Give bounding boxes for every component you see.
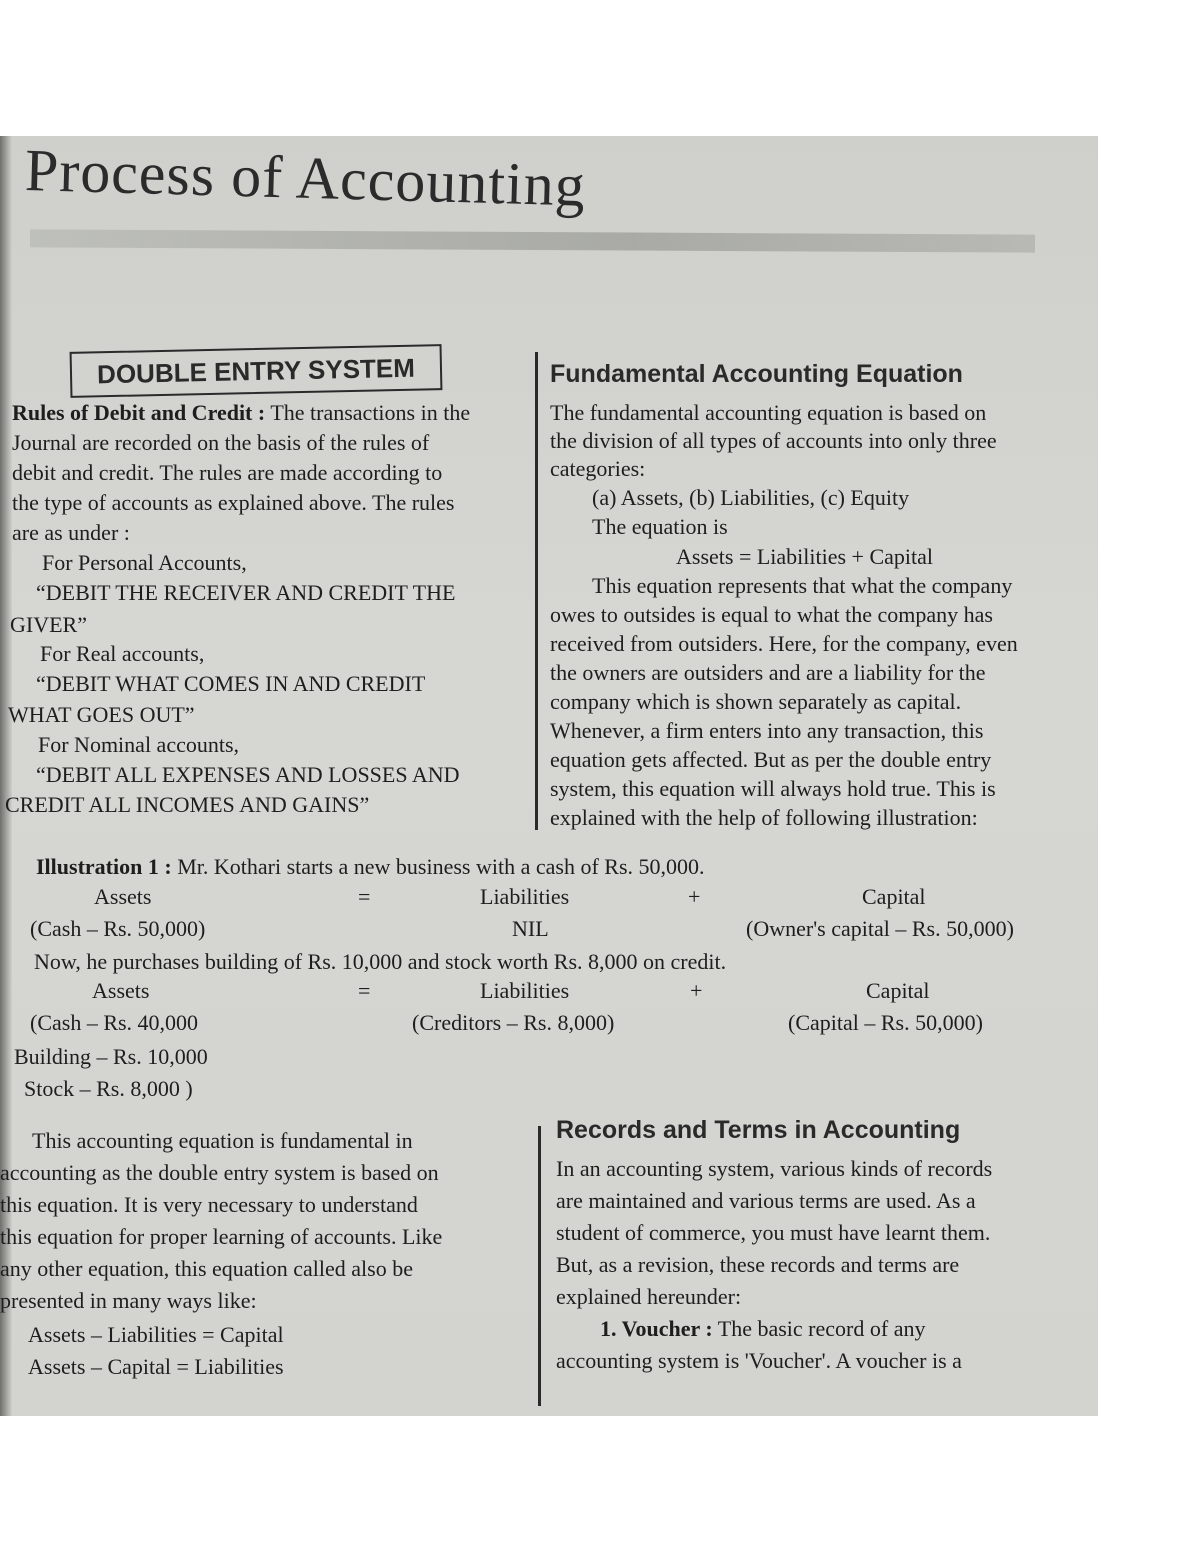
records-line-4: But, as a revision, these records and terms are: [556, 1252, 960, 1277]
voucher-label: 1. Voucher :: [600, 1316, 713, 1341]
column-divider-bottom: [538, 1126, 541, 1406]
personal-rule-line-1: “DEBIT THE RECEIVER AND CREDIT THE: [36, 580, 456, 605]
records-line-1: In an accounting system, various kinds of records: [556, 1156, 993, 1181]
rules-line-1: Rules of Debit and Credit : The transactions in the: [12, 400, 471, 425]
explanation-line-1: This equation represents that what the company: [592, 573, 1013, 598]
rules-line-3: debit and credit. The rules are made according to: [12, 460, 443, 485]
illustration-line: Illustration 1 : Mr. Kothari starts a new business with a cash of Rs. 50,000.: [36, 854, 705, 879]
nominal-rule-line-2: CREDIT ALL INCOMES AND GAINS”: [5, 792, 370, 817]
equation-forms-line-6: presented in many ways like:: [0, 1288, 257, 1313]
equation-intro: The equation is: [592, 514, 728, 539]
equation-forms-line-5: any other equation, this equation called also be: [0, 1256, 413, 1281]
explanation-line-4: the owners are outsiders and are a liability for the: [550, 660, 986, 685]
table1-capital-value: (Owner's capital – Rs. 50,000): [746, 916, 1014, 941]
fundamental-equation-heading: Fundamental Accounting Equation: [550, 360, 963, 388]
equation-intro-line-1: The fundamental accounting equation is based on: [550, 400, 987, 425]
table2-capital-header: Capital: [866, 978, 930, 1003]
personal-rule-line-2: GIVER”: [10, 612, 87, 637]
records-line-3: student of commerce, you must have learnt them.: [556, 1220, 991, 1245]
nominal-accounts-intro: For Nominal accounts,: [38, 732, 240, 757]
equation-forms-line-1: This accounting equation is fundamental in: [32, 1128, 413, 1153]
explanation-line-2: owes to outsides is equal to what the company has: [550, 602, 993, 627]
table2-assets-header: Assets: [92, 978, 150, 1003]
account-categories: (a) Assets, (b) Liabilities, (c) Equity: [592, 485, 910, 510]
table2-assets-cash: (Cash – Rs. 40,000: [30, 1010, 199, 1035]
column-divider-top: [535, 352, 538, 830]
chapter-title: Process of Accounting: [24, 136, 587, 219]
records-line-2: are maintained and various terms are used. As a: [556, 1188, 976, 1213]
explanation-line-5: company which is shown separately as capital.: [550, 689, 962, 714]
equation-intro-line-2: the division of all types of accounts into only three: [550, 428, 997, 453]
real-rule-line-2: WHAT GOES OUT”: [8, 702, 195, 727]
voucher-line-2: accounting system is 'Voucher'. A voucher is a: [556, 1348, 962, 1373]
rules-line-5: are as under :: [12, 520, 130, 545]
table1-assets-header: Assets: [94, 884, 152, 909]
book-page: [0, 136, 1098, 1416]
table2-assets-building: Building – Rs. 10,000: [14, 1044, 208, 1069]
real-accounts-intro: For Real accounts,: [40, 641, 205, 666]
illustration-label: Illustration 1 :: [36, 854, 172, 879]
table2-liabilities-header: Liabilities: [480, 978, 570, 1003]
equation-form-2: Assets – Capital = Liabilities: [28, 1354, 284, 1379]
table1-plus: +: [688, 884, 701, 909]
table1-capital-header: Capital: [862, 884, 926, 909]
table1-assets-value: (Cash – Rs. 50,000): [30, 916, 206, 941]
table2-capital-value: (Capital – Rs. 50,000): [788, 1010, 983, 1035]
table1-liabilities-value: NIL: [512, 916, 549, 941]
table1-value-row: [0, 916, 1098, 946]
table2-value-row: [0, 1010, 1098, 1040]
table2-liabilities-value: (Creditors – Rs. 8,000): [412, 1010, 615, 1035]
title-underline: [30, 229, 1035, 252]
explanation-line-9: explained with the help of following illustration:: [550, 805, 978, 830]
nominal-rule-line-1: “DEBIT ALL EXPENSES AND LOSSES AND: [36, 762, 460, 787]
records-line-5: explained hereunder:: [556, 1284, 742, 1309]
table1-header-row: [0, 884, 1098, 914]
equation-forms-line-2: accounting as the double entry system is based on: [0, 1160, 439, 1185]
records-terms-heading: Records and Terms in Accounting: [556, 1116, 961, 1144]
table2-plus: +: [690, 978, 703, 1003]
table1-liabilities-header: Liabilities: [480, 884, 570, 909]
table2-header-row: [0, 978, 1098, 1008]
rules-line-2: Journal are recorded on the basis of the rules of: [12, 430, 430, 455]
voucher-line-1: 1. Voucher : The basic record of any: [600, 1316, 926, 1341]
real-rule-line-1: “DEBIT WHAT COMES IN AND CREDIT: [36, 671, 426, 696]
explanation-line-8: system, this equation will always hold true. This is: [550, 776, 996, 801]
table2-equals: =: [358, 978, 371, 1003]
basic-equation: Assets = Liabilities + Capital: [676, 544, 934, 569]
equation-forms-line-3: this equation. It is very necessary to understand: [0, 1192, 418, 1217]
rules-label: Rules of Debit and Credit :: [12, 400, 266, 425]
purchase-statement: Now, he purchases building of Rs. 10,000 and stock worth Rs. 8,000 on credit.: [34, 949, 727, 974]
equation-intro-line-3: categories:: [550, 456, 646, 481]
equation-forms-line-4: this equation for proper learning of accounts. Like: [0, 1224, 443, 1249]
equation-form-1: Assets – Liabilities = Capital: [28, 1322, 284, 1347]
personal-accounts-intro: For Personal Accounts,: [42, 550, 247, 575]
double-entry-heading-box: DOUBLE ENTRY SYSTEM: [70, 344, 443, 398]
table1-equals: =: [358, 884, 371, 909]
table2-assets-stock: Stock – Rs. 8,000 ): [24, 1076, 193, 1101]
explanation-line-3: received from outsiders. Here, for the company, even: [550, 631, 1018, 656]
rules-line-4: the type of accounts as explained above. The rules: [12, 490, 455, 515]
explanation-line-6: Whenever, a firm enters into any transaction, this: [550, 718, 984, 743]
explanation-line-7: equation gets affected. But as per the double entry: [550, 747, 992, 772]
